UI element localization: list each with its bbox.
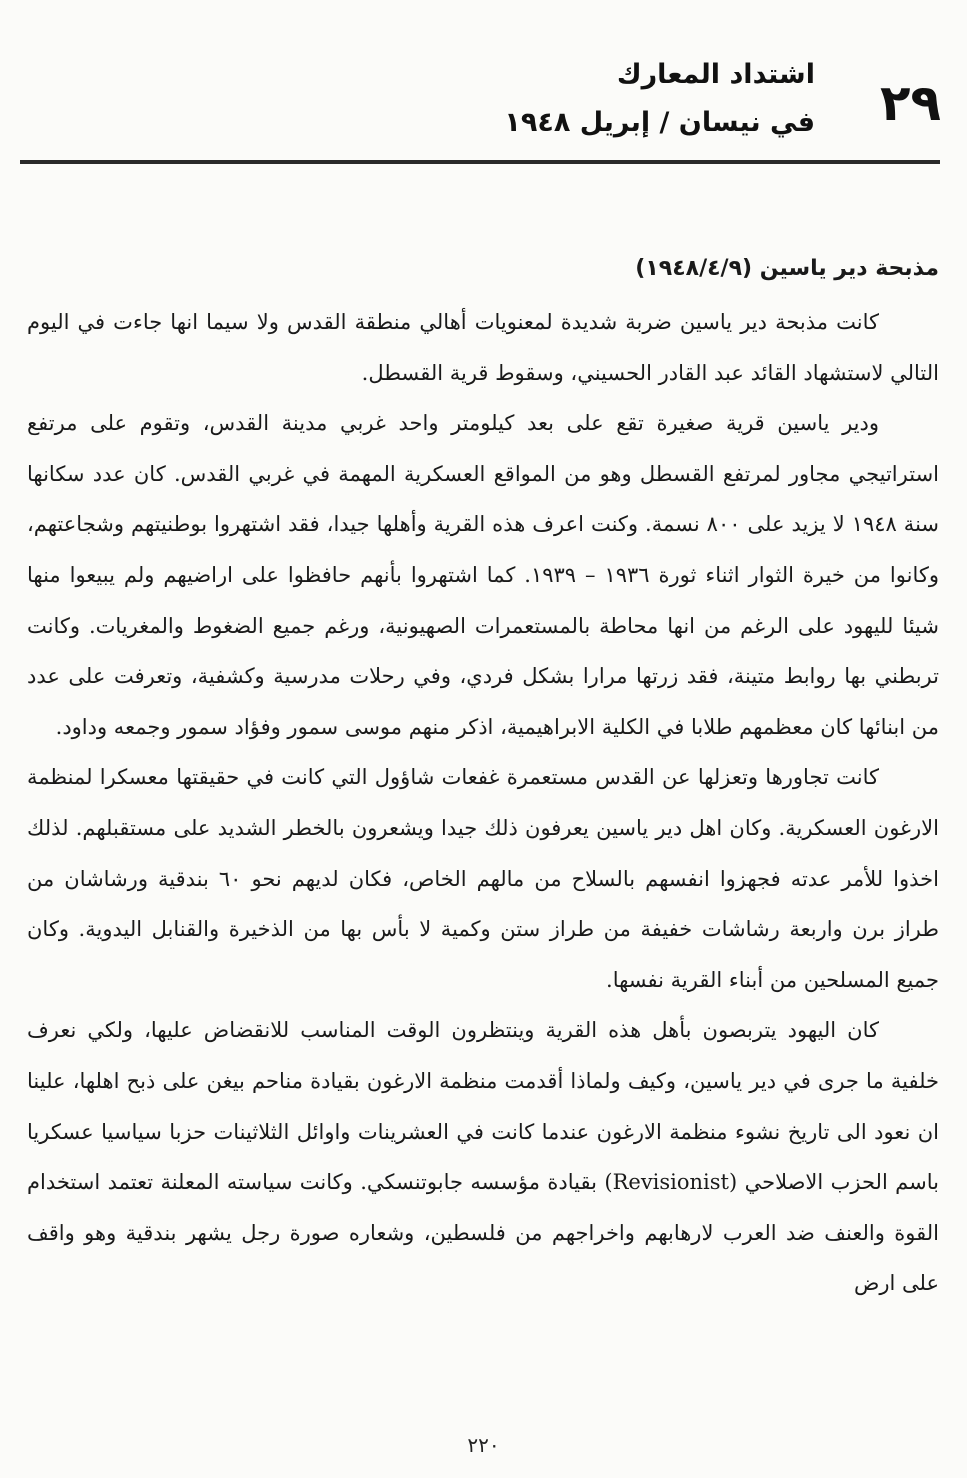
paragraph-2: ودير ياسين قرية صغيرة تقع على بعد كيلومتر واحد غربي مدينة القدس، وتقوم على مرتفع استراتيجي مجاور لمرتفع القسطل وهو من المواقع العسكرية المهمة في غربي القدس. كان عدد سكانها سنة ١٩٤٨ لا يزيد على ٨٠٠ نسمة. وكنت اعرف هذه القرية وأهلها جيدا، فقد اشتهروا بوطنيتهم وشجاعتهم، وكانوا من خيرة الثوار اثناء ثورة ١٩٣٦ – ١٩٣٩. كما اشتهروا بأنهم حافظوا على اراضيهم ولم يبيعوا منها شيئا لليهود على الرغم من انها محاطة بالمستعمرات الصهيونية، ورغم جميع الضغوط والمغريات. وكانت تربطني بها روابط متينة، فقد زرتها مرارا بشكل فردي، وفي رحلات مدرسية وكشفية، وتعرفت على عدد من ابنائها كان معظمهم طلابا في الكلية الابراهيمية، اذكر منهم موسى سمور وفؤاد سمور وجمعه وداود.: [27, 411, 939, 739]
section-title: مذبحة دير ياسين (١٩٤٨/٤/٩): [635, 256, 939, 281]
chapter-header: [25, 55, 945, 155]
page-number: ٢٢٠: [467, 1433, 500, 1457]
paragraph-3: كانت تجاورها وتعزلها عن القدس مستعمرة غفعات شاؤول التي كانت في حقيقتها معسكرا لمنظمة الارغون العسكرية. وكان اهل دير ياسين يعرفون ذلك جيدا ويشعرون بالخطر الشديد على مستقبلهم. لذلك اخذوا للأمر عدته فجهزوا انفسهم بالسلاح من مالهم الخاص، فكان لديهم نحو ٦٠ بندقية ورشاشان من طراز برن واربعة رشاشات خفيفة من طراز ستن وكمية لا بأس بها من الذخيرة والقنابل اليدوية. وكان جميع المسلحين من أبناء القرية نفسها.: [27, 765, 939, 992]
chapter-title-line-2: في نيسان / إبريل ١٩٤٨: [504, 107, 815, 138]
chapter-title-line-1: اشتداد المعارك: [616, 59, 815, 90]
paragraph-1: كانت مذبحة دير ياسين ضربة شديدة لمعنويات أهالي منطقة القدس ولا سيما انها جاءت في اليوم التالي لاستشهاد القائد عبد القادر الحسيني، وسقوط قرية القسطل.: [27, 310, 939, 385]
header-divider: [20, 160, 940, 164]
body-text: [27, 245, 939, 1309]
paragraph-4: كان اليهود يتربصون بأهل هذه القرية وينتظرون الوقت المناسب للانقضاض عليها، ولكي نعرف خلفية ما جرى في دير ياسين، وكيف ولماذا أقدمت منظمة الارغون بقيادة مناحم بيغن على ذبح اهلها، علينا ان نعود الى تاريخ نشوء منظمة الارغون عندما كانت في العشرينات واوائل الثلاثينات حزبا سياسيا عسكريا باسم الحزب الاصلاحي (Revisionist) بقيادة مؤسسه جابوتنسكي. وكانت سياسته المعلنة تعتمد استخدام القوة والعنف ضد العرب لارهابهم واخراجهم من فلسطين، وشعاره صورة رجل يشهر بندقية وهو واقف على ارض: [27, 1018, 939, 1296]
chapter-number: ٢٩: [879, 74, 941, 132]
